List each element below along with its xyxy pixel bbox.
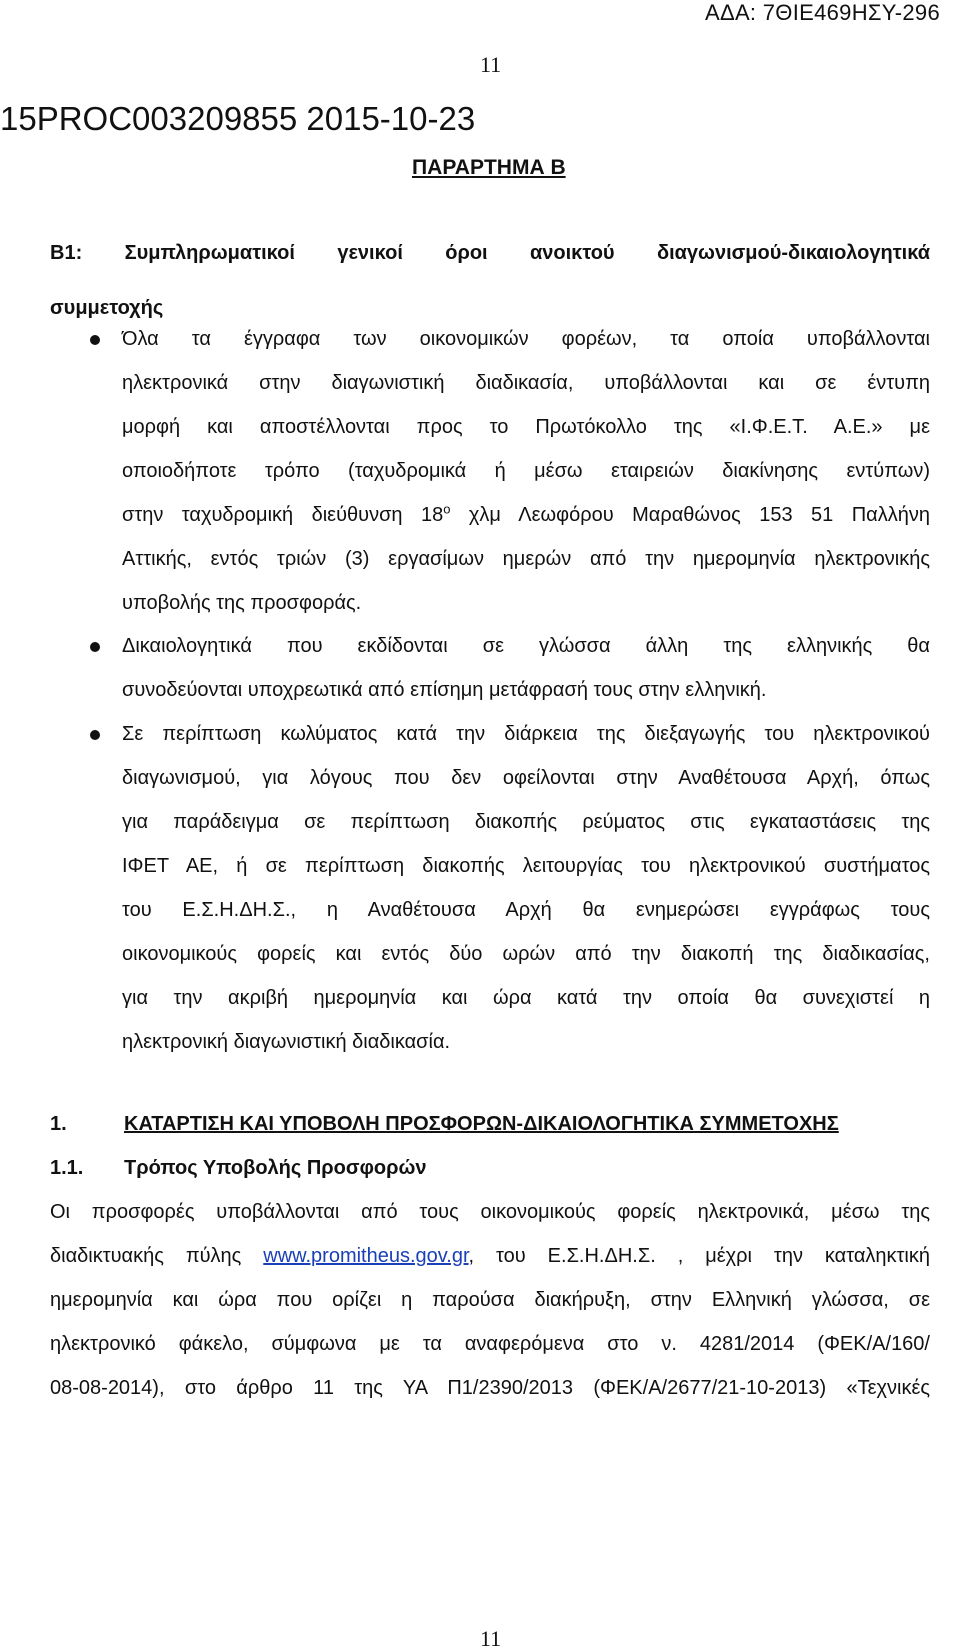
b1-heading-line2: συμμετοχής [50, 297, 164, 319]
section-1-title: ΚΑΤΑΡΤΙΣΗ ΚΑΙ ΥΠΟΒΟΛΗ ΠΡΟΣΦΟΡΩΝ-ΔΙΚΑΙΟΛΟΓΗΤΙΚΑ ΣΥΜΜΕΤΟΧΗΣ [124, 1113, 839, 1135]
body-line-1: Οι προσφορές υποβάλλονται από τους οικονομικούς φορείς ηλεκτρονικά, μέσω της [50, 1201, 930, 1223]
bullet-2-line-2: συνοδεύονται υποχρεωτικά από επίσημη μετάφρασή τους στην ελληνική. [122, 679, 767, 701]
body-line-4: ηλεκτρονικό φάκελο, σύμφωνα με τα αναφερόμενα στο ν. 4281/2014 (ΦΕΚ/Α/160/ [50, 1333, 930, 1355]
annex-title: ΠΑΡΑΡΤΗΜΑ Β [412, 156, 566, 179]
bullet-1-line-5 [122, 502, 930, 528]
ordinal-superscript: ο [443, 501, 451, 517]
bullet-1-marker [90, 335, 100, 345]
bullet-2-line-1: Δικαιολογητικά που εκδίδονται σε γλώσσα άλλη της ελληνικής θα [122, 635, 930, 657]
section-1-number: 1. [50, 1113, 67, 1135]
body-line-5: 08-08-2014), στο άρθρο 11 της ΥΑ Π1/2390/2013 (ΦΕΚ/Α/2677/21-10-2013) «Τεχνικές [50, 1377, 930, 1399]
promitheus-link[interactable]: www.promitheus.gov.gr [263, 1245, 469, 1267]
body-line-2-pre: διαδικτυακής πύλης [50, 1245, 264, 1267]
bullet-1-line-2: ηλεκτρονικά στην διαγωνιστική διαδικασία, υποβάλλονται και σε έντυπη [122, 372, 930, 394]
bullet-3-line-3: για παράδειγμα σε περίπτωση διακοπής ρεύματος στις εγκαταστάσεις της [122, 811, 930, 833]
proc-id: 15PROC003209855 2015-10-23 [0, 100, 476, 137]
ada-code: ΑΔΑ: 7ΘΙΕ469ΗΣΥ-296 [704, 0, 940, 25]
b1-heading-line1: Β1: Συμπληρωματικοί γενικοί όροι ανοικτού διαγωνισμού-δικαιολογητικά [50, 242, 930, 264]
bullet-1-line-1: Όλα τα έγγραφα των οικονομικών φορέων, τα οποία υποβάλλονται [122, 328, 930, 350]
body-line-2-post: , του Ε.Σ.Η.ΔΗ.Σ. , μέχρι την καταληκτική [468, 1245, 930, 1267]
page-number-top: 11 [480, 52, 502, 77]
bullet-2-marker [90, 642, 100, 652]
bullet-3-line-6: οικονομικούς φορείς και εντός δύο ωρών από την διακοπή της διαδικασίας, [122, 943, 930, 965]
bullet-1-line-4: οποιοδήποτε τρόπο (ταχυδρομικά ή μέσω εταιρειών διακίνησης εντύπων) [122, 460, 930, 482]
bullet-3-line-2: διαγωνισμού, για λόγους που δεν οφείλονται στην Αναθέτουσα Αρχή, όπως [122, 767, 930, 789]
bullet-1-line-7: υποβολής της προσφοράς. [122, 592, 362, 614]
section-1-1-number: 1.1. [50, 1157, 84, 1179]
body-line-3: ημερομηνία και ώρα που ορίζει η παρούσα διακήρυξη, στην Ελληνική γλώσσα, σε [50, 1289, 930, 1311]
bullet-3-line-8: ηλεκτρονική διαγωνιστική διαδικασία. [122, 1031, 451, 1053]
bullet-3-line-1: Σε περίπτωση κωλύματος κατά την διάρκεια της διεξαγωγής του ηλεκτρονικού [122, 723, 930, 745]
section-1-1-title: Τρόπος Υποβολής Προσφορών [124, 1157, 427, 1179]
body-line-2 [50, 1243, 930, 1269]
bullet-1-line-3: μορφή και αποστέλλονται προς το Πρωτόκολλο της «Ι.Φ.Ε.Τ. Α.Ε.» με [122, 416, 930, 438]
bullet-3-marker [90, 730, 100, 740]
bullet-3-line-4: ΙΦΕΤ ΑΕ, ή σε περίπτωση διακοπής λειτουργίας του ηλεκτρονικού συστήματος [122, 855, 930, 877]
bullet-3-line-5: του Ε.Σ.Η.ΔΗ.Σ., η Αναθέτουσα Αρχή θα ενημερώσει εγγράφως τους [122, 899, 930, 921]
address-text: στην ταχυδρομική διεύθυνση 18 [122, 504, 444, 526]
address-rest: χλμ Λεωφόρου Μαραθώνος 153 51 Παλλήνη [450, 504, 930, 526]
page-number-bottom: 11 [480, 1626, 502, 1651]
bullet-3-line-7: για την ακριβή ημερομηνία και ώρα κατά την οποία θα συνεχιστεί η [122, 987, 930, 1009]
bullet-1-line-6: Αττικής, εντός τριών (3) εργασίμων ημερών από την ημερομηνία ηλεκτρονικής [122, 548, 930, 570]
